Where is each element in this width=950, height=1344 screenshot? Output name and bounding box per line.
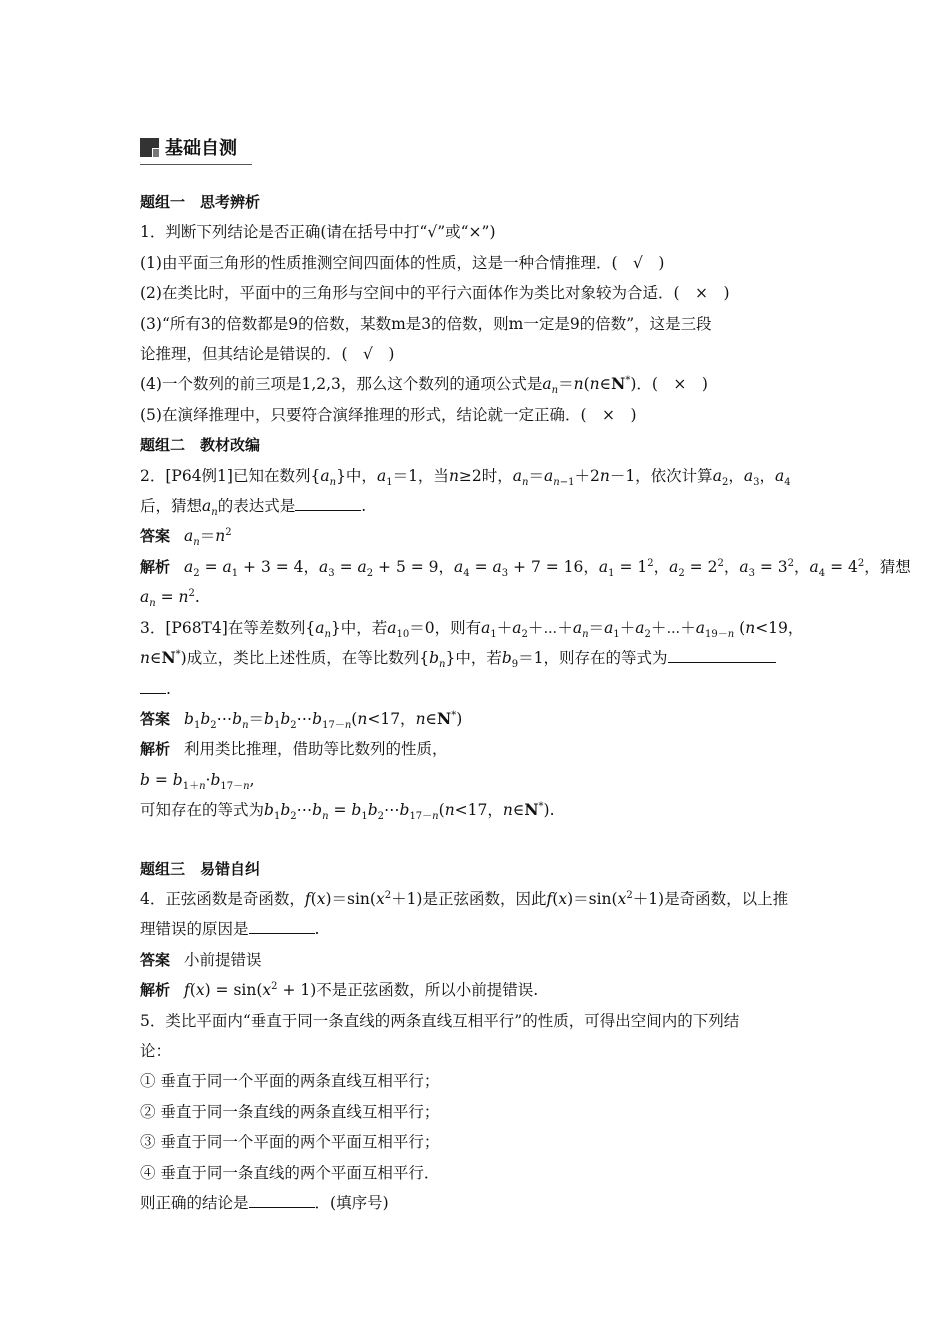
q2-stem: 2．[P64例1]已知在数列$\{a_n\}$中，$a_1=1$，当n≥2时，$a_n=a_{n-1}+2n-1$，依次计算$a_2$，$a_3$，$a_4$	[140, 466, 791, 488]
answer-blank[interactable]	[249, 919, 315, 934]
section-square-icon	[140, 138, 159, 157]
q1-item-5: (5)在演绎推理中，只要符合演绎推理的形式，结论就一定正确．( × )	[140, 405, 637, 424]
q5-option-3: ③ 垂直于同一个平面的两个平面互相平行；	[140, 1133, 440, 1152]
q3-analysis-formula: $b = b_{1+n}\cdot b_{17-n}$,	[140, 770, 255, 792]
q2-stem-cont: 后，猜想$a_n$的表达式是 .	[140, 497, 367, 519]
q2-analysis: 解析 $a_2 = a_1 + 3 = 4$，$a_3 = a_2 + 5 = 9$，$a_4 = a_3 + 7 = 16$，$a_1 = 1^2$，$a_2 = 2^2$，$a_3 = 3^2$，$a_4 = 4^2$，猜想	[140, 557, 911, 579]
q1-item-3: (3)“所有3的倍数都是9的倍数，某数m是3的倍数，则m一定是9的倍数”，这是三段	[140, 314, 712, 333]
q1-item-1: (1)由平面三角形的性质推测空间四面体的性质，这是一种合情推理．( √ )	[140, 253, 665, 272]
q3-analysis: 解析 利用类比推理，借助等比数列的性质，	[140, 740, 448, 759]
q4-stem-cont: 理错误的原因是 .	[140, 920, 320, 939]
q3-stem-cont: n∈N*)成立，类比上述性质，在等比数列$\{b_n\}$中，若$b_9=1$，则存在的等式为	[140, 643, 812, 673]
answer-blank-cont[interactable]	[140, 679, 166, 694]
section-title: 基础自测	[165, 138, 237, 159]
q1-item-3-cont: 论推理，但其结论是错误的．( √ )	[140, 345, 395, 364]
q5-stem-cont: 论：	[140, 1041, 172, 1060]
q3-stem-cont2: .	[140, 674, 812, 704]
q2-answer: 答案 $a_n=n^2$	[140, 527, 232, 549]
section-header	[140, 132, 812, 162]
q3-analysis-conclusion: 可知存在的等式为$b_1b_2\cdots b_n$ = $b_1b_2\cdots b_{17-n}(n<17$，n∈N*).	[140, 800, 555, 823]
q5-ask: 则正确的结论是 ．(填序号)	[140, 1194, 389, 1212]
q5-option-1: ① 垂直于同一个平面的两条直线互相平行；	[140, 1072, 440, 1091]
q4-answer: 答案 小前提错误	[140, 950, 262, 969]
group2-title: 题组二 教材改编	[140, 436, 261, 455]
group1-title: 题组一 思考辨析	[140, 193, 261, 211]
q1-item-2: (2)在类比时，平面中的三角形与空间中的平行六面体作为类比对象较为合适．( × )	[140, 284, 730, 303]
q1-stem: 1．判断下列结论是否正确(请在括号中打“√”或“×”)	[140, 223, 496, 242]
q4-analysis: 解析 $f(x) = \sin(x^2 + 1)$不是正弦函数，所以小前提错误.	[140, 981, 539, 1000]
q1-item-4: (4)一个数列的前三项是1,2,3，那么这个数列的通项公式是$a_n=n(n\in N^*)$．( × )	[140, 374, 708, 397]
answer-blank[interactable]	[668, 648, 776, 663]
q4-stem: 4．正弦函数是奇函数，$f(x)=\sin(x^2+1)$是正弦函数，因此$f(x)=\sin(x^2+1)$是奇函数，以上推	[140, 889, 789, 908]
q3-answer: 答案 $b_1b_2\cdots b_n=b_1b_2\cdots b_{17-n}(n<17$，n∈N*)	[140, 708, 463, 731]
q5-option-2: ② 垂直于同一条直线的两条直线互相平行；	[140, 1102, 440, 1121]
answer-blank[interactable]	[249, 1193, 315, 1208]
q5-option-4: ④ 垂直于同一条直线的两个平面互相平行．	[140, 1163, 440, 1182]
q3-stem: 3．[P68T4]在等差数列$\{a_n\}$中，若$a_{10}=0$，则有$a_1+a_2+\cdots+a_n=a_1+a_2+\cdots+a_{19-n}$ (n<19，	[140, 618, 804, 640]
document-page	[140, 132, 911, 1218]
q2-analysis-cont: $a_n = n^2$.	[140, 588, 200, 610]
group3-title: 题组三 易错自纠	[140, 859, 261, 878]
answer-blank[interactable]	[295, 496, 361, 511]
q5-stem: 5．类比平面内“垂直于同一条直线的两条直线互相平行”的性质，可得出空间内的下列结	[140, 1011, 740, 1030]
